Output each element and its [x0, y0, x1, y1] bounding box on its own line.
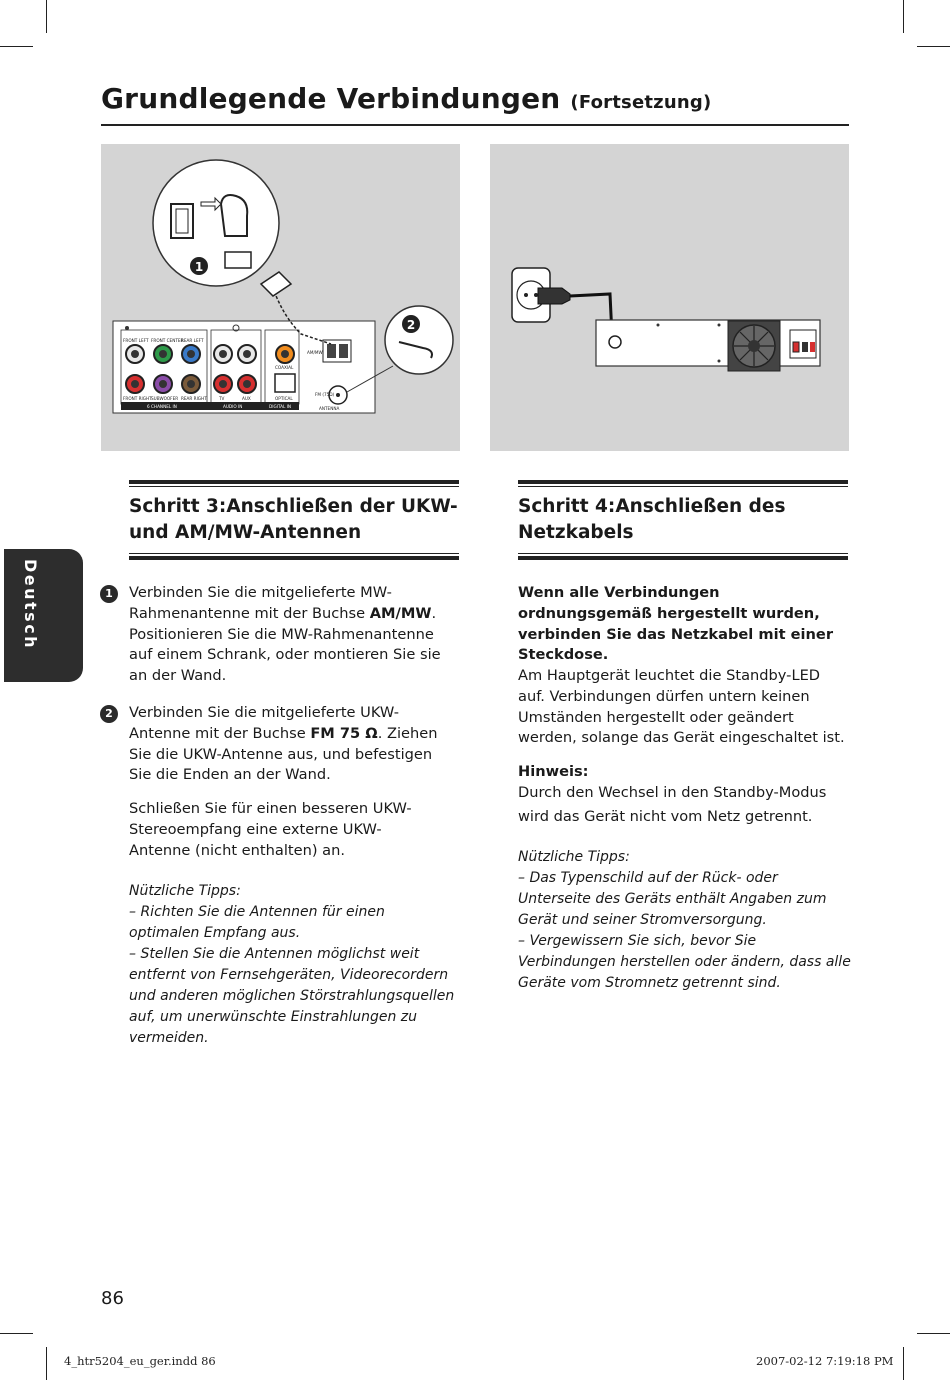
- power-cable-figure: [490, 144, 849, 451]
- heading-rule-top: [129, 480, 459, 484]
- hinweis-line-2: wird das Gerät nicht vom Netz getrennt.: [518, 807, 813, 825]
- title-rule: [101, 124, 849, 126]
- heading-rule-top-thin: [129, 486, 459, 487]
- step3-item1-text: Verbinden Sie die mitgelieferte MW-Rahmenantenne mit der Buchse: [129, 584, 392, 622]
- step3-heading: [129, 480, 459, 560]
- step3-item2-text-post: . Ziehen Sie die UKW-Antenne aus, und befestigen Sie die Enden an der Wand.: [129, 724, 438, 784]
- heading-rule-bottom: [518, 556, 848, 560]
- step3-title-line1: Schritt 3:Anschließen der UKW-: [129, 496, 458, 517]
- page-title-main: Grundlegende Verbindungen: [101, 82, 561, 115]
- step3-item1-bold: AM/MW: [369, 604, 432, 622]
- label-optical: OPTICAL: [275, 396, 293, 401]
- label-rear-left: REAR LEFT: [181, 338, 204, 343]
- step4-tips-heading: Nützliche Tipps:: [518, 849, 630, 865]
- label-fm: FM (75Ω): [315, 392, 335, 397]
- heading-rule-top-thin: [518, 486, 848, 487]
- callout-2: 2: [406, 318, 416, 332]
- label-channel-in: 6 CHANNEL IN: [147, 404, 177, 409]
- label-antenna: ANTENNA: [319, 406, 340, 411]
- step3-item2-bold: FM 75 Ω: [310, 724, 378, 742]
- step4-body: Am Hauptgerät leuchtet die Standby-LED auf. Verbindungen dürfen untern keinen Umständen hergestellt oder geändert werden, solange das Gerät eingeschaltet ist.: [518, 667, 845, 747]
- step3-tip-1: – Richten Sie die Antennen für einen optimalen Empfang aus.: [129, 904, 385, 941]
- label-tv: TV: [219, 396, 225, 401]
- footer-timestamp: 2007-02-12 7:19:18 PM: [756, 1354, 894, 1368]
- label-front-right: FRONT RIGHT: [123, 396, 152, 401]
- language-tab-label: Deutsch: [21, 559, 40, 651]
- step4-title-line1: Schritt 4:Anschließen des: [518, 496, 786, 517]
- step4-bold-intro: Wenn alle Verbindungen ordnungsgemäß hergestellt wurden, verbinden Sie das Netzkabel mit einer Steckdose.: [518, 584, 834, 664]
- heading-rule-top: [518, 480, 848, 484]
- label-am-mw: AM/MW: [307, 350, 323, 355]
- step3-item-1: [105, 583, 459, 687]
- hinweis-line-1: Durch den Wechsel in den Standby-Modus: [518, 783, 827, 801]
- page-number: 86: [101, 1288, 124, 1309]
- label-rear-right: REAR RIGHT: [181, 396, 207, 401]
- heading-rule-bottom-thin: [129, 553, 459, 554]
- step3-tip-2: – Stellen Sie die Antennen möglichst weit entfernt von Fernsehgeräten, Videorecordern und anderen möglichen Störstrahlungsquellen auf, um unerwünschte Einstrahlungen zu vermeiden.: [129, 946, 455, 1046]
- step-number-1: 1: [100, 585, 118, 603]
- page-title-sub: (Fortsetzung): [570, 92, 712, 113]
- step3-item2-text: Verbinden Sie die mitgelieferte UKW-Antenne mit der Buchse: [129, 704, 400, 742]
- step4-tip-1: – Das Typenschild auf der Rück- oder Unterseite des Geräts enthält Angaben zum Gerät und seiner Stromversorgung.: [518, 870, 827, 928]
- label-front-center: FRONT CENTER: [151, 338, 184, 343]
- page-title: [101, 82, 711, 115]
- label-audio-in: AUDIO IN: [223, 404, 243, 409]
- footer-filename: 4_htr5204_eu_ger.indd 86: [64, 1354, 216, 1368]
- step3-note: Schließen Sie für einen besseren UKW-Stereoempfang eine externe UKW-Antenne (nicht enthalten) an.: [129, 800, 412, 859]
- step3-item1-text-post: . Positionieren Sie die MW-Rahmenantenne auf einem Schrank, oder montieren Sie sie an der Wand.: [129, 604, 441, 685]
- label-coaxial: COAXIAL: [275, 365, 294, 370]
- step3-tips: [129, 881, 459, 1049]
- callout-1: 1: [194, 260, 204, 274]
- step4-title: [518, 494, 848, 546]
- antenna-connection-illustration: [101, 144, 460, 451]
- step3-title-line2: und AM/MW-Antennen: [129, 522, 362, 543]
- heading-rule-bottom-thin: [518, 553, 848, 554]
- language-side-tab: [4, 549, 83, 682]
- step-number-2: 2: [100, 705, 118, 723]
- antenna-figure: [101, 144, 460, 451]
- label-subwoofer: SUBWOOFER: [151, 396, 179, 401]
- step3-title: [129, 494, 459, 546]
- step4-tips: [518, 847, 853, 994]
- label-front-left: FRONT LEFT: [123, 338, 149, 343]
- step4-intro: [518, 583, 843, 666]
- step3-tips-heading: Nützliche Tipps:: [129, 883, 241, 899]
- step4-title-line2: Netzkabels: [518, 522, 634, 543]
- step4-heading: [518, 480, 848, 560]
- power-cable-illustration: [490, 144, 849, 451]
- step3-item-2: [105, 703, 459, 786]
- label-digital-in: DIGITAL IN: [269, 404, 292, 409]
- label-aux: AUX: [242, 396, 251, 401]
- hinweis-heading: Hinweis:: [518, 763, 589, 780]
- heading-rule-bottom: [129, 556, 459, 560]
- step4-hinweis: [518, 762, 848, 827]
- step4-tip-2: – Vergewissern Sie sich, bevor Sie Verbindungen herstellen oder ändern, dass alle Geräte vom Stromnetz getrennt sind.: [518, 933, 851, 991]
